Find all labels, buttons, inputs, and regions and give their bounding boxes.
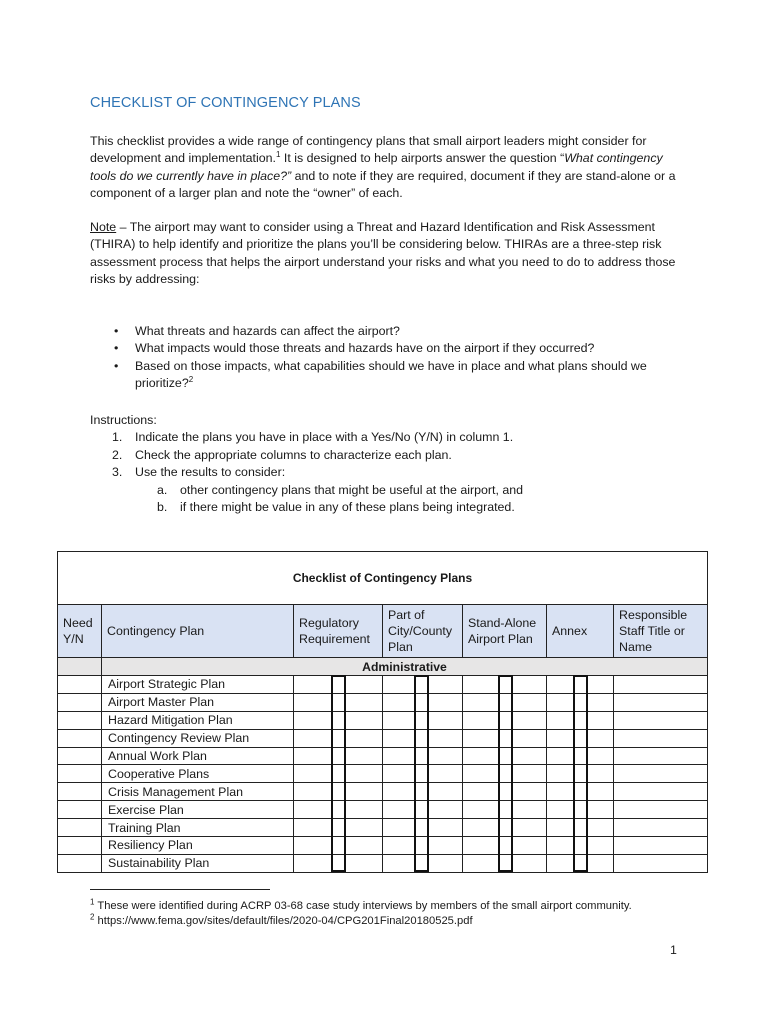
plan-name-cell: Annual Work Plan bbox=[102, 747, 294, 765]
contingency-checklist-table bbox=[57, 551, 708, 873]
checkbox[interactable] bbox=[331, 836, 346, 854]
need-yn-cell[interactable] bbox=[58, 693, 102, 711]
checkbox-cell[interactable] bbox=[294, 765, 383, 783]
responsible-staff-cell[interactable] bbox=[614, 765, 708, 783]
intro-text-2: It is designed to help airports answer the question “ bbox=[280, 151, 565, 166]
responsible-staff-cell[interactable] bbox=[614, 819, 708, 837]
checkbox[interactable] bbox=[414, 854, 429, 872]
intro-text-1: This checklist provides a wide range of contingency plans that small airport leaders might consider for development and implementation. bbox=[90, 134, 647, 166]
checkbox[interactable] bbox=[331, 764, 346, 782]
need-yn-cell[interactable] bbox=[58, 676, 102, 694]
checkbox-cell[interactable] bbox=[547, 783, 614, 801]
checkbox[interactable] bbox=[498, 818, 513, 836]
checkbox-cell[interactable] bbox=[294, 676, 383, 694]
checkbox-cell[interactable] bbox=[383, 729, 463, 747]
checkbox[interactable] bbox=[414, 729, 429, 747]
footnote-ref-2: 2 bbox=[188, 375, 194, 385]
table-row bbox=[58, 765, 708, 783]
plan-name-cell: Airport Strategic Plan bbox=[102, 676, 294, 694]
checkbox-cell[interactable] bbox=[463, 693, 547, 711]
footnote-divider bbox=[90, 889, 270, 890]
checkbox[interactable] bbox=[498, 675, 513, 693]
checkbox[interactable] bbox=[414, 764, 429, 782]
checkbox[interactable] bbox=[331, 711, 346, 729]
need-yn-cell[interactable] bbox=[58, 747, 102, 765]
instruction-step: 1. Indicate the plans you have in place with a Yes/No (Y/N) in column 1. bbox=[112, 430, 514, 445]
checkbox-cell[interactable] bbox=[463, 765, 547, 783]
table-row bbox=[58, 854, 708, 872]
page-title: CHECKLIST OF CONTINGENCY PLANS bbox=[90, 95, 361, 111]
responsible-staff-cell[interactable] bbox=[614, 854, 708, 872]
checkbox[interactable] bbox=[573, 675, 588, 693]
checkbox-cell[interactable] bbox=[294, 747, 383, 765]
checkbox-cell[interactable] bbox=[463, 801, 547, 819]
checkbox-cell[interactable] bbox=[383, 676, 463, 694]
checkbox[interactable] bbox=[573, 711, 588, 729]
intro-question: What contingency tools do we currently have in place?” bbox=[90, 151, 663, 183]
responsible-staff-cell[interactable] bbox=[614, 711, 708, 729]
col-header-city-county: Part of City/County Plan bbox=[383, 605, 463, 658]
plan-name-cell: Sustainability Plan bbox=[102, 854, 294, 872]
thira-bullet-list bbox=[112, 323, 672, 393]
bullet-item: • Based on those impacts, what capabilities should we have in place and what plans should we prioritize?$^2$ bbox=[112, 358, 672, 393]
checkbox[interactable] bbox=[498, 836, 513, 854]
checkbox-cell[interactable] bbox=[383, 747, 463, 765]
checkbox[interactable] bbox=[498, 711, 513, 729]
plan-name-cell: Airport Master Plan bbox=[102, 693, 294, 711]
checkbox[interactable] bbox=[498, 747, 513, 765]
checkbox-cell[interactable] bbox=[547, 765, 614, 783]
responsible-staff-cell[interactable] bbox=[614, 783, 708, 801]
checkbox[interactable] bbox=[414, 836, 429, 854]
responsible-staff-cell[interactable] bbox=[614, 676, 708, 694]
checkbox-cell[interactable] bbox=[547, 676, 614, 694]
table-row bbox=[58, 837, 708, 855]
table-row bbox=[58, 693, 708, 711]
table-row bbox=[58, 801, 708, 819]
intro-text-3: and to note if they are required, document if they are stand-alone or a component of a larger plan and note the “owner” of each. bbox=[90, 168, 676, 201]
checkbox-cell[interactable] bbox=[294, 837, 383, 855]
checkbox[interactable] bbox=[414, 782, 429, 800]
checkbox[interactable] bbox=[573, 764, 588, 782]
responsible-staff-cell[interactable] bbox=[614, 837, 708, 855]
intro-paragraph bbox=[90, 133, 690, 203]
checkbox-cell[interactable] bbox=[547, 729, 614, 747]
checkbox[interactable] bbox=[331, 693, 346, 711]
checkbox-cell[interactable] bbox=[294, 783, 383, 801]
checkbox-cell[interactable] bbox=[294, 854, 383, 872]
note-paragraph bbox=[90, 219, 690, 289]
instructions bbox=[90, 412, 690, 516]
checkbox[interactable] bbox=[331, 782, 346, 800]
checkbox-cell[interactable] bbox=[294, 693, 383, 711]
checkbox-cell[interactable] bbox=[294, 801, 383, 819]
bullet-item: • What impacts would those threats and hazards have on the airport if they occurred? bbox=[112, 340, 672, 357]
plan-name-cell: Contingency Review Plan bbox=[102, 729, 294, 747]
checkbox[interactable] bbox=[573, 729, 588, 747]
checkbox-cell[interactable] bbox=[463, 729, 547, 747]
checkbox-cell[interactable] bbox=[383, 801, 463, 819]
table-row bbox=[58, 783, 708, 801]
checkbox-cell[interactable] bbox=[547, 801, 614, 819]
plan-name-cell: Training Plan bbox=[102, 819, 294, 837]
checkbox[interactable] bbox=[573, 836, 588, 854]
checkbox[interactable] bbox=[414, 693, 429, 711]
checkbox[interactable] bbox=[498, 782, 513, 800]
checkbox[interactable] bbox=[414, 818, 429, 836]
table-row bbox=[58, 747, 708, 765]
note-label: Note bbox=[90, 220, 117, 234]
checkbox[interactable] bbox=[414, 675, 429, 693]
bullet-item: • What threats and hazards can affect the airport? bbox=[112, 323, 672, 340]
checkbox[interactable] bbox=[331, 675, 346, 693]
note-text: – The airport may want to consider using a Threat and Hazard Identification and Risk Assessment (THIRA) to help identify and prioritize the plans you’ll be considering below. THIRAs are a three-step risk assessment process that helps the airport understand your risks and what you need to do to address those risks by addressing: bbox=[90, 220, 676, 287]
responsible-staff-cell[interactable] bbox=[614, 801, 708, 819]
checkbox-cell[interactable] bbox=[383, 693, 463, 711]
col-header-regulatory: Regulatory Requirement bbox=[294, 605, 383, 658]
col-header-plan: Contingency Plan bbox=[102, 605, 294, 658]
checkbox-cell[interactable] bbox=[383, 711, 463, 729]
checkbox-cell[interactable] bbox=[547, 711, 614, 729]
checkbox-cell[interactable] bbox=[383, 765, 463, 783]
checkbox-cell[interactable] bbox=[294, 711, 383, 729]
checkbox[interactable] bbox=[498, 764, 513, 782]
plan-name-cell: Cooperative Plans bbox=[102, 765, 294, 783]
plan-name-cell: Exercise Plan bbox=[102, 801, 294, 819]
checkbox-cell[interactable] bbox=[547, 747, 614, 765]
col-header-need: Need Y/N bbox=[58, 605, 102, 658]
checkbox[interactable] bbox=[498, 693, 513, 711]
instruction-substep: b. if there might be value in any of these plans being integrated. bbox=[157, 499, 515, 514]
checkbox[interactable] bbox=[414, 800, 429, 818]
checkbox-cell[interactable] bbox=[547, 819, 614, 837]
checkbox[interactable] bbox=[573, 818, 588, 836]
checkbox-cell[interactable] bbox=[463, 711, 547, 729]
checkbox-cell[interactable] bbox=[383, 837, 463, 855]
need-yn-cell[interactable] bbox=[58, 783, 102, 801]
need-yn-cell[interactable] bbox=[58, 837, 102, 855]
footnote-2: $^2$ https://www.fema.gov/sites/default/files/2020-04/CPG201Final20180525.pdf bbox=[90, 912, 473, 927]
checkbox-cell[interactable] bbox=[547, 837, 614, 855]
need-yn-cell[interactable] bbox=[58, 819, 102, 837]
table-row bbox=[58, 676, 708, 694]
checkbox-cell[interactable] bbox=[383, 819, 463, 837]
checkbox-cell[interactable] bbox=[547, 693, 614, 711]
instruction-step: 3. Use the results to consider: bbox=[112, 465, 286, 480]
table-row bbox=[58, 729, 708, 747]
need-yn-cell[interactable] bbox=[58, 801, 102, 819]
col-header-stand-alone: Stand-Alone Airport Plan bbox=[463, 605, 547, 658]
checkbox-cell[interactable] bbox=[294, 819, 383, 837]
instruction-substep: a. other contingency plans that might be useful at the airport, and bbox=[157, 482, 524, 497]
checkbox[interactable] bbox=[331, 800, 346, 818]
checkbox-cell[interactable] bbox=[463, 783, 547, 801]
checkbox[interactable] bbox=[331, 854, 346, 872]
responsible-staff-cell[interactable] bbox=[614, 747, 708, 765]
col-header-responsible: Responsible Staff Title or Name bbox=[614, 605, 708, 658]
checkbox[interactable] bbox=[331, 747, 346, 765]
checkbox[interactable] bbox=[573, 800, 588, 818]
checkbox-cell[interactable] bbox=[383, 854, 463, 872]
instructions-heading: Instructions: bbox=[90, 413, 157, 427]
category-administrative: Administrative bbox=[102, 658, 708, 676]
checkbox[interactable] bbox=[414, 747, 429, 765]
need-yn-cell[interactable] bbox=[58, 854, 102, 872]
instruction-step: 2. Check the appropriate columns to characterize each plan. bbox=[112, 447, 452, 462]
checkbox-cell[interactable] bbox=[463, 819, 547, 837]
responsible-staff-cell[interactable] bbox=[614, 729, 708, 747]
checkbox-cell[interactable] bbox=[294, 729, 383, 747]
table-row bbox=[58, 711, 708, 729]
checkbox[interactable] bbox=[573, 693, 588, 711]
checkbox[interactable] bbox=[498, 800, 513, 818]
col-header-annex: Annex bbox=[547, 605, 614, 658]
footnote-1: $^1$ These were identified during ACRP 03-68 case study interviews by members of the small airport community. bbox=[90, 897, 632, 912]
checkbox-cell[interactable] bbox=[547, 854, 614, 872]
table-caption: Checklist of Contingency Plans bbox=[58, 552, 708, 605]
need-yn-cell[interactable] bbox=[58, 765, 102, 783]
table-row bbox=[58, 819, 708, 837]
need-yn-cell[interactable] bbox=[58, 711, 102, 729]
checkbox[interactable] bbox=[573, 782, 588, 800]
footnote-ref-1: 1 bbox=[275, 150, 281, 160]
checkbox-cell[interactable] bbox=[383, 783, 463, 801]
checkbox-cell[interactable] bbox=[463, 854, 547, 872]
plan-name-cell: Crisis Management Plan bbox=[102, 783, 294, 801]
checkbox[interactable] bbox=[573, 854, 588, 872]
need-yn-cell[interactable] bbox=[58, 729, 102, 747]
checkbox[interactable] bbox=[573, 747, 588, 765]
checkbox[interactable] bbox=[498, 729, 513, 747]
checkbox-cell[interactable] bbox=[463, 676, 547, 694]
plan-name-cell: Hazard Mitigation Plan bbox=[102, 711, 294, 729]
page-number: 1 bbox=[670, 943, 677, 957]
checkbox[interactable] bbox=[331, 729, 346, 747]
plan-name-cell: Resiliency Plan bbox=[102, 837, 294, 855]
checkbox-cell[interactable] bbox=[463, 837, 547, 855]
checkbox[interactable] bbox=[414, 711, 429, 729]
checkbox-cell[interactable] bbox=[463, 747, 547, 765]
responsible-staff-cell[interactable] bbox=[614, 693, 708, 711]
checkbox[interactable] bbox=[498, 854, 513, 872]
checkbox[interactable] bbox=[331, 818, 346, 836]
